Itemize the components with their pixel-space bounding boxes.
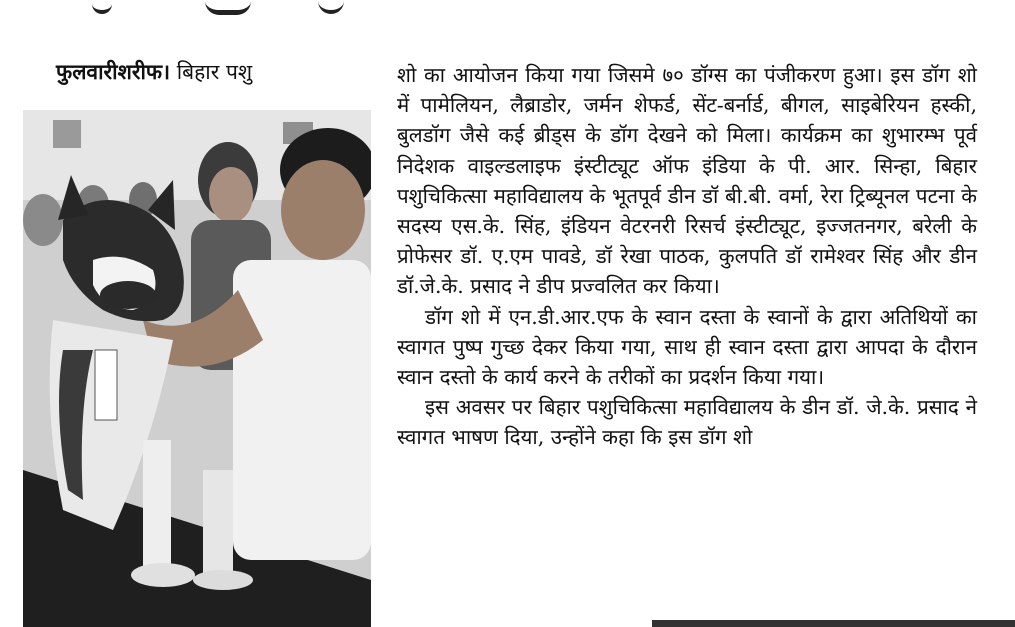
dog-show-photo-icon (23, 110, 371, 627)
article-paragraph: डॉग शो में एन.डी.आर.एफ के स्वान दस्ता के स्वानों के द्वारा अतिथियों का स्वागत पुष्प गुच्छ देकर किया गया, साथ ही स्वान दस्ता द्वारा आपदा के दौरान स्वान दस्तो के कार्य करने के तरीकों का प्रदर्शन किया गया। (397, 304, 977, 390)
cropped-headline-fragment (0, 0, 1015, 30)
left-column-lead (56, 58, 386, 86)
dateline: फुलवारीशरीफ। (56, 59, 171, 84)
lead-text: बिहार पशु (176, 60, 253, 84)
headline-glyph-fragment (92, 0, 112, 14)
headline-glyph-fragment (205, 0, 251, 15)
news-photo (23, 110, 371, 627)
article-paragraph: शो का आयोजन किया गया जिसमे ७० डॉग्स का पंजीकरण हुआ। इस डॉग शो में पामेलियन, लैब्राडोर, जर्मन शेफर्ड, सेंट-बर्नार्ड, बीगल, साइबेरियन हस्की, बुलडॉग जैसे कई ब्रीड्स के डॉग देखने को मिला। कार्यक्रम का शुभारम्भ पूर्व निदेशक वाइल्डलाइफ इंस्टीट्यूट ऑफ इंडिया के पी. आर. सिन्हा, बिहार पशुचिकित्सा महाविद्यालय के भूतपूर्व डीन डॉ बी.बी. वर्मा, रेरा ट्रिब्यूनल पटना के सदस्य एस.के. सिंह, इंडियन वेटरनरी रिसर्च इंस्टीट्यूट, इज्जतनगर, बरेली के प्रोफेसर डॉ. ए.एम पावडे, डॉ रेखा पाठक, कुलपति डॉ रामेश्वर सिंह और डीन डॉ.जे.के. प्रसाद ने डीप प्रज्वलित कर किया। (397, 63, 977, 299)
bottom-divider-bar (652, 620, 1015, 627)
article-paragraph: इस अवसर पर बिहार पशुचिकित्सा महाविद्यालय के डीन डॉ. जे.के. प्रसाद ने स्वागत भाषण दिया, उन्होंने कहा कि इस डॉग शो (397, 395, 977, 450)
headline-glyph-fragment (318, 0, 344, 14)
article-body (397, 60, 977, 453)
